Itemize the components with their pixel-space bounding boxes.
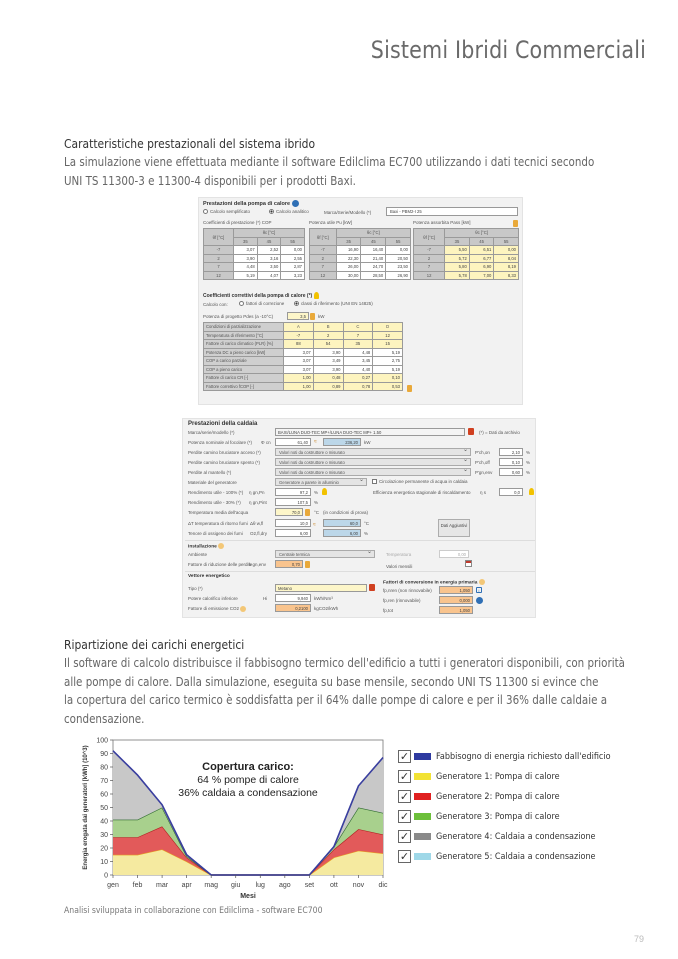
energy-chart — [78, 732, 398, 902]
svg-text:40: 40 — [100, 818, 108, 826]
seasonal-efficiency-input[interactable]: 0,0 — [499, 488, 523, 496]
correction-title: Coefficienti correttivi della pompa di calore (*) — [203, 292, 319, 299]
reduction-factor-input[interactable]: 0,70 — [275, 560, 303, 568]
legend-swatch — [414, 753, 431, 760]
svg-text:60: 60 — [100, 791, 108, 799]
divider — [185, 540, 535, 541]
circulation-checkbox[interactable]: Circolazione permanente di acqua in caldaia — [372, 479, 468, 484]
paragraph-line: Il software di calcolo distribuisce il fabbisogno termico dell'edificio a tutti i generatori disponibili, con priorità — [64, 656, 625, 670]
table-row: -7 5,50 6,51 0,00 — [414, 246, 519, 255]
table-row: 2 5,72 6,77 8,04 — [414, 254, 519, 263]
checkbox-checked-icon[interactable]: ✓ — [399, 829, 410, 843]
loss-shell-dropdown[interactable]: Valori noti da costruttore o misurato ⌄ — [275, 468, 471, 476]
legend-swatch — [414, 773, 431, 780]
nominal-power-input[interactable]: 61,40 — [275, 438, 311, 446]
svg-text:20: 20 — [100, 845, 108, 853]
svg-text:apr: apr — [181, 882, 192, 889]
ambient-dropdown[interactable]: Centrale termica ⌄ — [275, 550, 375, 558]
radio-selected-icon — [269, 209, 274, 214]
pu-label: Potenza utile Pu [kW] — [309, 220, 353, 225]
loss-off-dropdown[interactable]: Valori noti da costruttore o misurato ⌄ — [275, 458, 471, 466]
checkbox-icon — [372, 479, 377, 484]
lock-icon[interactable] — [513, 220, 518, 227]
info-icon[interactable] — [218, 543, 224, 549]
info-icon[interactable] — [292, 200, 299, 207]
legend-swatch — [414, 833, 431, 840]
svg-text:10: 10 — [100, 859, 108, 866]
radio-classes[interactable]: classi di riferimento (UNI EN 14825) — [294, 301, 373, 306]
table-row: Fattore di carico climatico (PLR) [%] 88 54 35 15 — [204, 340, 403, 349]
svg-text:64 % pompe di calore: 64 % pompe di calore — [197, 774, 299, 786]
radio-analytic[interactable]: Calcolo analitico — [269, 209, 309, 214]
table-row: Fattore di carico CR [-] 1,00 0,48 0,27 0,10 — [204, 374, 403, 383]
conversion-title: Fattori di conversione in energia primaria — [383, 579, 485, 585]
svg-text:mag: mag — [204, 882, 218, 889]
radio-icon — [239, 301, 244, 306]
lock-icon[interactable] — [407, 385, 412, 392]
table-row: 7 5,80 6,90 8,19 — [414, 263, 519, 272]
table-row: 12 5,19 4,07 3,23 — [204, 271, 305, 280]
heatpump-panel-title: Prestazioni della pompa di calore — [203, 200, 299, 207]
svg-text:mar: mar — [156, 882, 169, 889]
page-title: Sistemi Ibridi Commerciali — [370, 36, 646, 64]
lightbulb-icon[interactable] — [529, 488, 534, 495]
install-title: Installazione — [188, 543, 224, 549]
lightbulb-icon[interactable] — [314, 292, 319, 299]
paragraph-line: condensazione. — [64, 711, 145, 726]
svg-text:set: set — [304, 882, 315, 889]
info-icon[interactable] — [479, 579, 485, 585]
carrier-title: Vettore energetico — [188, 574, 230, 579]
svg-text:gen: gen — [107, 882, 119, 889]
svg-text:Copertura carico:: Copertura carico: — [202, 761, 294, 773]
o2-input[interactable]: 6,00 — [275, 529, 311, 537]
material-dropdown[interactable]: Generatore a parete in alluminio ⌄ — [275, 478, 367, 486]
pass-table: θf [°C] θc [°C] 35 45 55 -7 5,50 6,51 0,00 2 5,72 6,77 8,04 7 5,80 6,90 8,19 12 5,78 7,00 8,33 — [413, 228, 519, 280]
legend-item[interactable]: ✓ Generatore 1: Pompa di calore — [399, 769, 560, 783]
info-icon[interactable] — [240, 606, 246, 612]
checkbox-checked-icon[interactable]: ✓ — [399, 789, 410, 803]
table-row: Temperatura di riferimento [°C] -7 2 7 12 — [204, 331, 403, 340]
extra-data-button[interactable]: Dati Aggiuntivi — [438, 519, 470, 537]
svg-text:70: 70 — [100, 778, 108, 785]
table-row: 7 26,00 24,70 23,50 — [310, 263, 411, 272]
chart-legend — [398, 748, 611, 868]
lock-icon[interactable] — [305, 561, 310, 568]
table-row: 7 4,48 3,50 2,87 — [204, 263, 305, 272]
boiler-panel-title: Prestazioni della caldaia — [188, 421, 258, 427]
checkbox-checked-icon[interactable]: ✓ — [399, 749, 410, 763]
design-power-input[interactable]: 3,5 — [287, 312, 309, 320]
legend-swatch — [414, 853, 431, 860]
boiler-model-input[interactable]: BAXI/LUNA DUO-TEC MP+/LUNA DUO-TEC MP+ 1.50 — [275, 428, 465, 436]
checkbox-checked-icon[interactable]: ✓ — [399, 809, 410, 823]
paragraph-line: UNI TS 11300-3 e 11300-4 disponibili per i prodotti Baxi. — [64, 173, 356, 188]
svg-text:Energia erogata dai generatori: Energia erogata dai generatori [kWh] (10^3) — [83, 745, 89, 870]
calc-icon[interactable]: ≈ — [314, 439, 317, 445]
design-power-label: Potenza di progetto Pdes (a -10°C) — [203, 314, 274, 319]
svg-text:dic: dic — [378, 882, 388, 889]
legend-item[interactable]: ✓ Generatore 3: Pompa di calore — [399, 809, 560, 823]
table-row: COP a carico parziale 3,07 3,49 3,45 2,75 — [204, 357, 403, 366]
pci-input[interactable]: 9,940 — [275, 594, 311, 602]
svg-text:giu: giu — [231, 882, 241, 889]
model-label: Marca/Serie/Modello (*) — [324, 210, 372, 215]
model-input[interactable]: Baxi - PBM2-I 25 — [386, 207, 518, 216]
section-paragraph-loads — [64, 654, 625, 728]
total-power-value: 236,20 — [323, 438, 361, 446]
settings-icon[interactable] — [476, 597, 483, 604]
table-row: 2 3,90 3,16 2,55 — [204, 254, 305, 263]
svg-text:feb: feb — [132, 882, 143, 889]
svg-text:Mesi: Mesi — [240, 893, 256, 900]
pass-label: Potenza assorbita Pass [kW] — [413, 220, 471, 225]
p-gn-env-input[interactable]: 0,60 — [499, 468, 523, 476]
radio-icon — [203, 209, 208, 214]
svg-text:36% caldaia a condensazione: 36% caldaia a condensazione — [178, 787, 318, 799]
svg-text:ott: ott — [330, 882, 338, 889]
table-row: COP a pieno carico 3,07 3,90 4,40 5,19 — [204, 365, 403, 374]
eff30-input[interactable]: 107,5 — [275, 498, 311, 506]
svg-text:90: 90 — [100, 751, 108, 758]
heatpump-panel: Prestazioni della pompa di calore Calcolo semplificato Calcolo analitico Marca/Serie/Modello (*) Baxi - PBM2-I 25 Coefficienti di prestazione (*) COP Potenza utile Pu [kW] Potenza assorbita Pass [kW] θf [°C] θc [°C] 35 45 55 -7 3,07 2,52 0,00 2 3,90 3,16 2,55 7 4,48 3,50 2,87 12 5,19 4,07 3,23 θf [°C] θc [°C] 35 45 55 -7 16,90 16,40 0,00 2 22,30 21,40 20,50 7 26,00 24,70 23,50 12 30,00 28,50 26,90 θf [°C] θc [°C] 35 45 55 -7 5,50 6,51 0,00 2 5,72 6,77 8,04 7 5,80 6,90 8,19 12 5,78 7,00 8,33 Coefficienti correttivi della pompa di calore (*) Calcolo con: fattori di correzione classi di riferimento (UNI EN 14825) Potenza di progetto Pdes (a -10°C) 3,5 kW Condizioni di parzializzazione A B C D Temperatura di riferimento [°C] -7 2 7 12 Fattore di carico climatico (PLR) [%] 88 54 35 15 Potenza DC a pieno carico [kW] 3,07 3,90 4,48 5,19 COP a carico parziale 3,07 3,49 3,45 2,75 COP a pieno carico 3,07 3,90 4,40 5,19 Fattore di carico CR [-] 1,00 0,48 0,27 0,10 Fattore correttivo fCOP [-] 1,00 0,89 0,78 0,53 — [198, 197, 523, 405]
svg-text:ago: ago — [278, 882, 291, 889]
paragraph-line: la copertura del carico termico è soddisfatta per il 64% dalle pompe di calore e per il 36% dalle caldaie a — [64, 693, 608, 707]
paragraph-line: La simulazione viene effettuata mediante il software Edilclima EC700 utilizzando i dati tecnici secondo — [64, 155, 595, 169]
legend-swatch — [414, 793, 431, 800]
boiler-panel: Prestazioni della caldaia Marca/serie/modello (*) BAXI/LUNA DUO-TEC MP+/LUNA DUO-TEC MP+ 1.50 (*) = Dati da archivio Potenza nominale al focolare (*) Φ cn 61,40 ≈ 236,20 kW Perdite camino bruciatore acceso (*) Valori noti da costruttore o misurato ⌄ P'ch,on 2,10 % Perdite camino bruciatore spento (*) Valori noti da costruttore o misurato ⌄ P'ch,off 0,10 % Perdite al mantello (*) Valori noti da costruttore o misurato ⌄ P'gn,env 0,60 % Materiale del generatore Generatore a parete in alluminio ⌄ Circolazione permanente di acqua in caldaia Rendimento utile - 100% (*) η gn,Pn 97,2 % Efficienza energetica stagionale di riscaldamento η s 0,0 Rendimento utile - 30% (*) η gn,Pint 107,5 % Temperatura media dell'acqua 70,0 °C (in condizioni di prova) ΔT temperatura di ritorno fumi Δθ w,fl 10,0 60,0 °C ≈ Tenore di ossigeno dei fumi O2,fl,dry 6,00 6,00 % Dati Aggiuntivi Installazione Ambiente Centrale termica ⌄ Temperatura 0,00 Fattore di riduzione delle perdite k gn,env 0,70 Valori mensili Vettore energetico Fattori di conversione in energia primaria Tipo (*) Metano fp,nren (non rinnovabile) 1,050 i Potere calorifico inferiore Hi 9,940 kWh/Nm³ fp,ren (rinnovabile) 0,000 Fattore di emissione CO2 0,2100 kgCO2/kWh fp,tot 1,050 — [182, 418, 536, 618]
lock-icon[interactable] — [310, 313, 315, 320]
lock-icon[interactable] — [305, 509, 310, 516]
legend-item[interactable]: ✓ Fabbisogno di energia richiesto dall'edificio — [399, 749, 611, 763]
svg-text:0: 0 — [104, 872, 108, 880]
table-row: 12 30,00 28,50 26,90 — [310, 271, 411, 280]
co2-value: 0,2100 — [275, 604, 311, 612]
table-row: Fattore correttivo fCOP [-] 1,00 0,89 0,78 0,53 — [204, 382, 403, 391]
paragraph-line: alle pompe di calore. Dalla simulazione, eseguita su base mensile, secondo UNI TS 11300 si evince che — [64, 674, 599, 689]
dt-input[interactable]: 10,0 — [275, 519, 311, 527]
legend-swatch — [414, 813, 431, 820]
carrier-type-input[interactable]: Metano — [275, 584, 367, 592]
archive-icon[interactable] — [468, 428, 474, 435]
archive-icon[interactable] — [369, 584, 375, 591]
calendar-icon[interactable] — [465, 560, 472, 567]
svg-text:100: 100 — [96, 737, 108, 745]
stacked-area-chart — [78, 732, 398, 902]
info-icon[interactable]: i — [476, 587, 482, 593]
table-row: 2 22,30 21,40 20,50 — [310, 254, 411, 263]
section-heading-loads: Ripartizione dei carichi energetici — [64, 637, 245, 652]
correction-table: Condizioni di parzializzazione A B C D Temperatura di riferimento [°C] -7 2 7 12 Fattore di carico climatico (PLR) [%] 88 54 35 15 Potenza DC a pieno carico [kW] 3,07 3,90 4,48 5,19 COP a carico parziale 3,07 3,49 3,45 2,75 COP a pieno carico 3,07 3,90 4,40 5,19 Fattore di carico CR [-] 1,00 0,48 0,27 0,10 Fattore correttivo fCOP [-] 1,00 0,89 0,78 0,53 — [203, 322, 403, 391]
radio-selected-icon — [294, 301, 299, 306]
cop-label: Coefficienti di prestazione (*) COP — [203, 220, 272, 225]
table-row: Potenza DC a pieno carico [kW] 3,07 3,90 4,48 5,19 — [204, 348, 403, 357]
divider — [185, 571, 535, 572]
table-row: -7 16,90 16,40 0,00 — [310, 246, 411, 255]
p-ch-on-input[interactable]: 2,10 — [499, 448, 523, 456]
pu-table: θf [°C] θc [°C] 35 45 55 -7 16,90 16,40 0,00 2 22,30 21,40 20,50 7 26,00 24,70 23,50 12 30,00 28,50 26,90 — [309, 228, 411, 280]
temperature-input[interactable]: 0,00 — [439, 550, 469, 558]
p-ch-off-input[interactable]: 0,10 — [499, 458, 523, 466]
radio-simple[interactable]: Calcolo semplificato — [203, 209, 250, 214]
legend-item[interactable]: ✓ Generatore 5: Caldaia a condensazione — [399, 849, 596, 863]
checkbox-checked-icon[interactable]: ✓ — [399, 849, 410, 863]
section-paragraph-performance — [64, 153, 594, 190]
eff100-input[interactable]: 97,2 — [275, 488, 311, 496]
lightbulb-icon[interactable] — [322, 488, 327, 495]
footer-caption: Analisi sviluppata in collaborazione con Edilclima - software EC700 — [64, 906, 323, 916]
svg-text:lug: lug — [255, 882, 265, 889]
table-row: -7 3,07 2,52 0,00 — [204, 246, 305, 255]
section-heading-performance: Caratteristiche prestazionali del sistema ibrido — [64, 136, 316, 151]
loss-on-dropdown[interactable]: Valori noti da costruttore o misurato ⌄ — [275, 448, 471, 456]
svg-text:nov: nov — [352, 882, 365, 889]
legend-item[interactable]: ✓ Generatore 4: Caldaia a condensazione — [399, 829, 596, 843]
checkbox-checked-icon[interactable]: ✓ — [399, 769, 410, 783]
legend-item[interactable]: ✓ Generatore 2: Pompa di calore — [399, 789, 560, 803]
page-number: 79 — [633, 934, 644, 944]
svg-text:50: 50 — [100, 805, 108, 812]
calc-icon[interactable]: ≈ — [313, 522, 316, 528]
table-row: 12 5,78 7,00 8,33 — [414, 271, 519, 280]
water-temp-input[interactable]: 70,0 — [275, 508, 303, 516]
co2-label: Fattore di emissione CO2 — [188, 606, 246, 612]
cop-table: θf [°C] θc [°C] 35 45 55 -7 3,07 2,52 0,00 2 3,90 3,16 2,55 7 4,48 3,50 2,87 12 5,19 4,07 3,23 — [203, 228, 305, 280]
svg-text:30: 30 — [100, 832, 108, 839]
radio-factors[interactable]: fattori di correzione — [239, 301, 284, 306]
svg-text:80: 80 — [100, 764, 108, 772]
calc-label: Calcolo con: — [203, 302, 228, 307]
